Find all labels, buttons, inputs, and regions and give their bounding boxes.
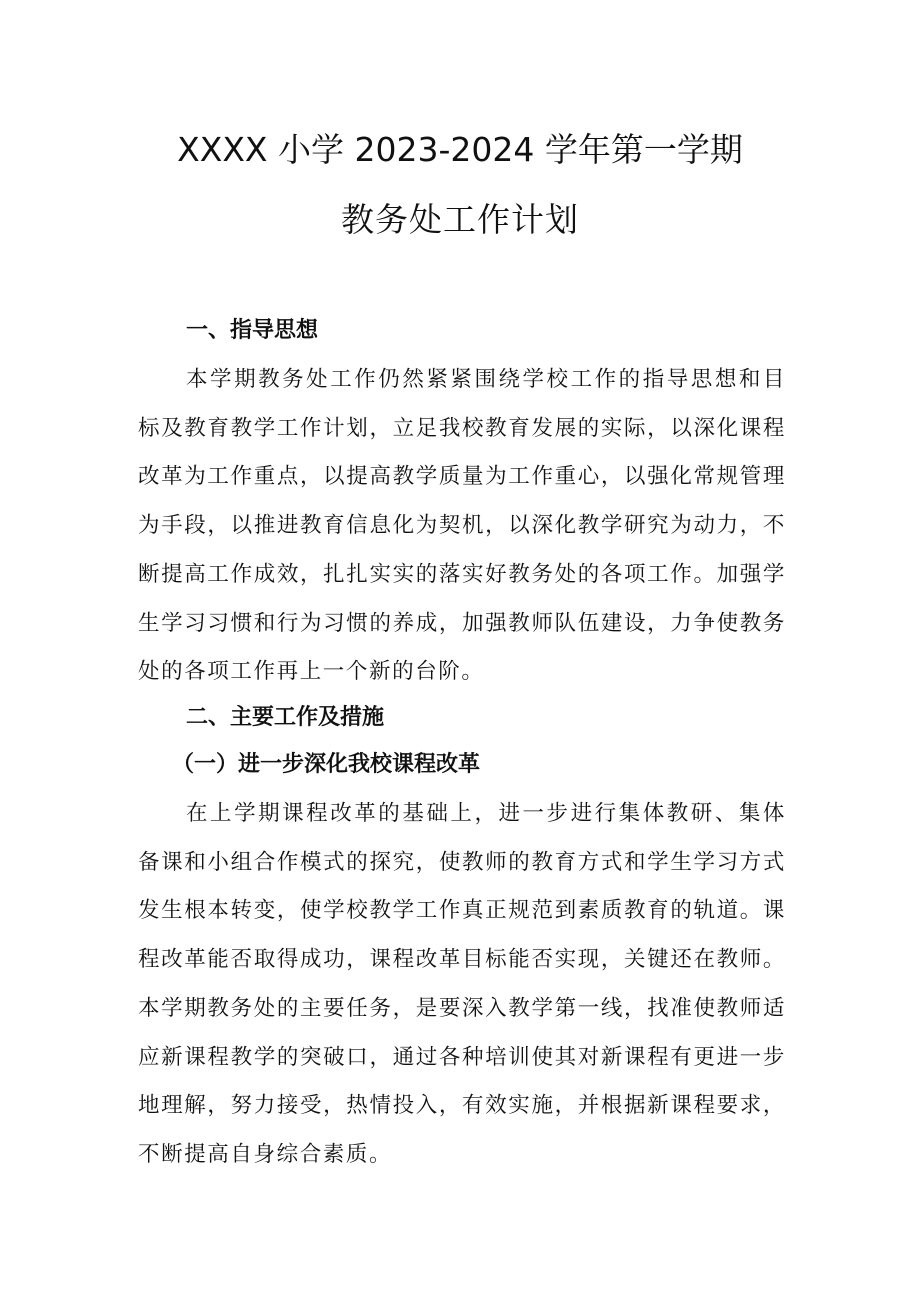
section2-heading: 二、主要工作及措施 [186, 705, 385, 730]
section1-paragraph: 本学期教务处工作仍然紧紧围绕学校工作的指导思想和目标及教育教学工作计划，立足我校教育发展的实际，以深化课程改革为工作重点，以提高教学质量为工作重心，以强化常规管理为手段，以推进教育信息化为契机，以深化教学研究为动力，不断提高工作成效，扎扎实实的落实好教务处的各项工作。加强学生学习习惯和行为习惯的养成，加强教师队伍建设，力争使教务处的各项工作再上一个新的台阶。 [138, 367, 786, 685]
subsection1-heading: （一）进一步深化我校课程改革 [172, 751, 481, 777]
subsection1-paragraph: 在上学期课程改革的基础上，进一步进行集体教研、集体备课和小组合作模式的探究，使教师的教育方式和学生学习方式发生根本转变，使学校教学工作真正规范到素质教育的轨道。课程改革能否取得成功，课程改革目标能否实现，关键还在教师。本学期教务处的主要任务，是要深入教学第一线，找准使教师适应新课程教学的突破口，通过各种培训使其对新课程有更进一步地理解，努力接受，热情投入，有效实施，并根据新课程要求，不断提高自身综合素质。 [138, 801, 786, 1167]
document-title-line1: XXXX 小学 2023-2024 学年第一学期 [177, 130, 743, 169]
section1-heading: 一、指导思想 [186, 318, 319, 343]
document-title-line2: 教务处工作计划 [341, 200, 579, 239]
